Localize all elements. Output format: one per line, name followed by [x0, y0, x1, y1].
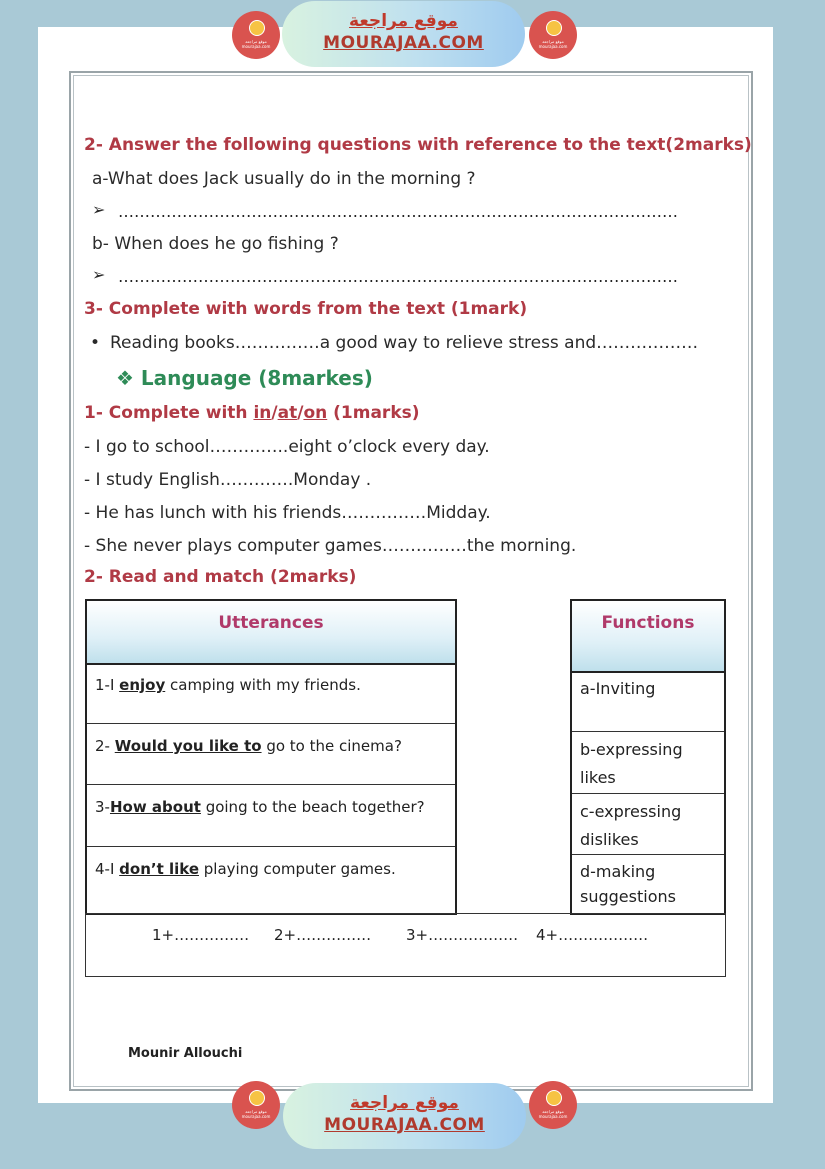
ex1-suffix: (1marks) [327, 403, 420, 423]
diamond-icon: ❖ [116, 366, 141, 390]
ex1-item: - I study English………….Monday . [84, 470, 372, 490]
answer-line-a: …………………………………………………………………………………………… [118, 202, 678, 221]
question-b: b- When does he go fishing ? [92, 234, 339, 254]
answer-slot: 2+…………… [274, 926, 372, 944]
utterance-post: going to the beach together? [200, 798, 425, 816]
answer-line-b: …………………………………………………………………………………………… [118, 267, 678, 286]
functions-table [570, 599, 726, 915]
answer-slot: 3+……………… [406, 926, 519, 944]
badge-text: موقع مراجعة mourajaa.com [241, 1109, 271, 1119]
logo-icon [546, 20, 562, 36]
ex1-heading [84, 403, 420, 423]
language-heading [116, 366, 373, 390]
banner-arabic: موقع مراجعة [349, 11, 458, 31]
utterance-key: Would you like to [114, 737, 262, 755]
utterance-post: go to the cinema? [261, 737, 402, 755]
utterance-pre: 3- [95, 798, 110, 816]
ex2-heading: 2- Read and match (2marks) [84, 567, 357, 587]
ex1-item: - She never plays computer games……………the morning. [84, 536, 577, 556]
logo-badge-right-bottom [529, 1081, 577, 1129]
utterance-key: enjoy [119, 676, 166, 694]
question-a: a-What does Jack usually do in the morning ? [92, 169, 476, 189]
utterance-key: How about [109, 798, 201, 816]
arrow-icon: ➢ [92, 200, 106, 219]
logo-icon [249, 20, 265, 36]
function-row: c-expressing dislikes [572, 794, 724, 855]
utterance-post: camping with my friends. [165, 676, 361, 694]
function-row: a-Inviting [572, 671, 724, 732]
utterance-row [87, 785, 455, 847]
utterance-row [87, 663, 455, 724]
utterance-pre: 4-I [95, 860, 120, 878]
functions-header: Functions [572, 601, 724, 673]
utterance-pre: 1-I [95, 676, 120, 694]
ex1-on: on [303, 403, 328, 423]
site-banner-top[interactable] [282, 1, 525, 67]
match-answers-box [85, 913, 726, 977]
utterance-post: playing computer games. [199, 860, 396, 878]
section2-heading: 2- Answer the following questions with reference to the text(2marks) [84, 135, 752, 155]
answer-slot: 1+…………… [152, 926, 250, 944]
badge-text: موقع مراجعة mourajaa.com [538, 1109, 568, 1119]
badge-text: موقع مراجعة mourajaa.com [241, 39, 271, 49]
utterances-header: Utterances [87, 601, 455, 665]
ex1-item: - He has lunch with his friends……………Midday. [84, 503, 491, 523]
ex1-item: - I go to school…………..eight o’clock every day. [84, 437, 490, 457]
ex1-slash: / [297, 403, 304, 423]
function-row: d-making suggestions [580, 862, 676, 906]
logo-badge-left-bottom [232, 1081, 280, 1129]
section3-sentence: Reading books……………a good way to relieve stress and……………… [110, 333, 699, 353]
ex1-slash: / [271, 403, 278, 423]
badge-text: موقع مراجعة mourajaa.com [538, 39, 568, 49]
utterance-row [87, 724, 455, 785]
ex1-at: at [277, 403, 298, 423]
banner-site[interactable]: MOURAJAA.COM [323, 33, 484, 53]
utterances-table [85, 599, 457, 915]
logo-icon [249, 1090, 265, 1106]
utterance-row [87, 847, 455, 913]
banner-arabic: موقع مراجعة [350, 1093, 459, 1113]
site-banner-bottom[interactable] [283, 1083, 526, 1149]
utterance-key: don’t like [119, 860, 199, 878]
language-heading-text: Language (8markes) [140, 366, 373, 390]
arrow-icon: ➢ [92, 265, 106, 284]
logo-icon [546, 1090, 562, 1106]
banner-site[interactable]: MOURAJAA.COM [324, 1115, 485, 1135]
function-row: b-expressing likes [572, 732, 724, 794]
logo-badge-left-top [232, 11, 280, 59]
utterance-pre: 2- [95, 737, 115, 755]
section3-heading: 3- Complete with words from the text (1mark) [84, 299, 528, 319]
logo-badge-right-top [529, 11, 577, 59]
answer-slot: 4+……………… [536, 926, 649, 944]
bullet-icon: • [90, 333, 101, 353]
ex1-prefix: 1- Complete with [84, 403, 254, 423]
ex1-in: in [253, 403, 272, 423]
author-name: Mounir Allouchi [128, 1046, 243, 1061]
